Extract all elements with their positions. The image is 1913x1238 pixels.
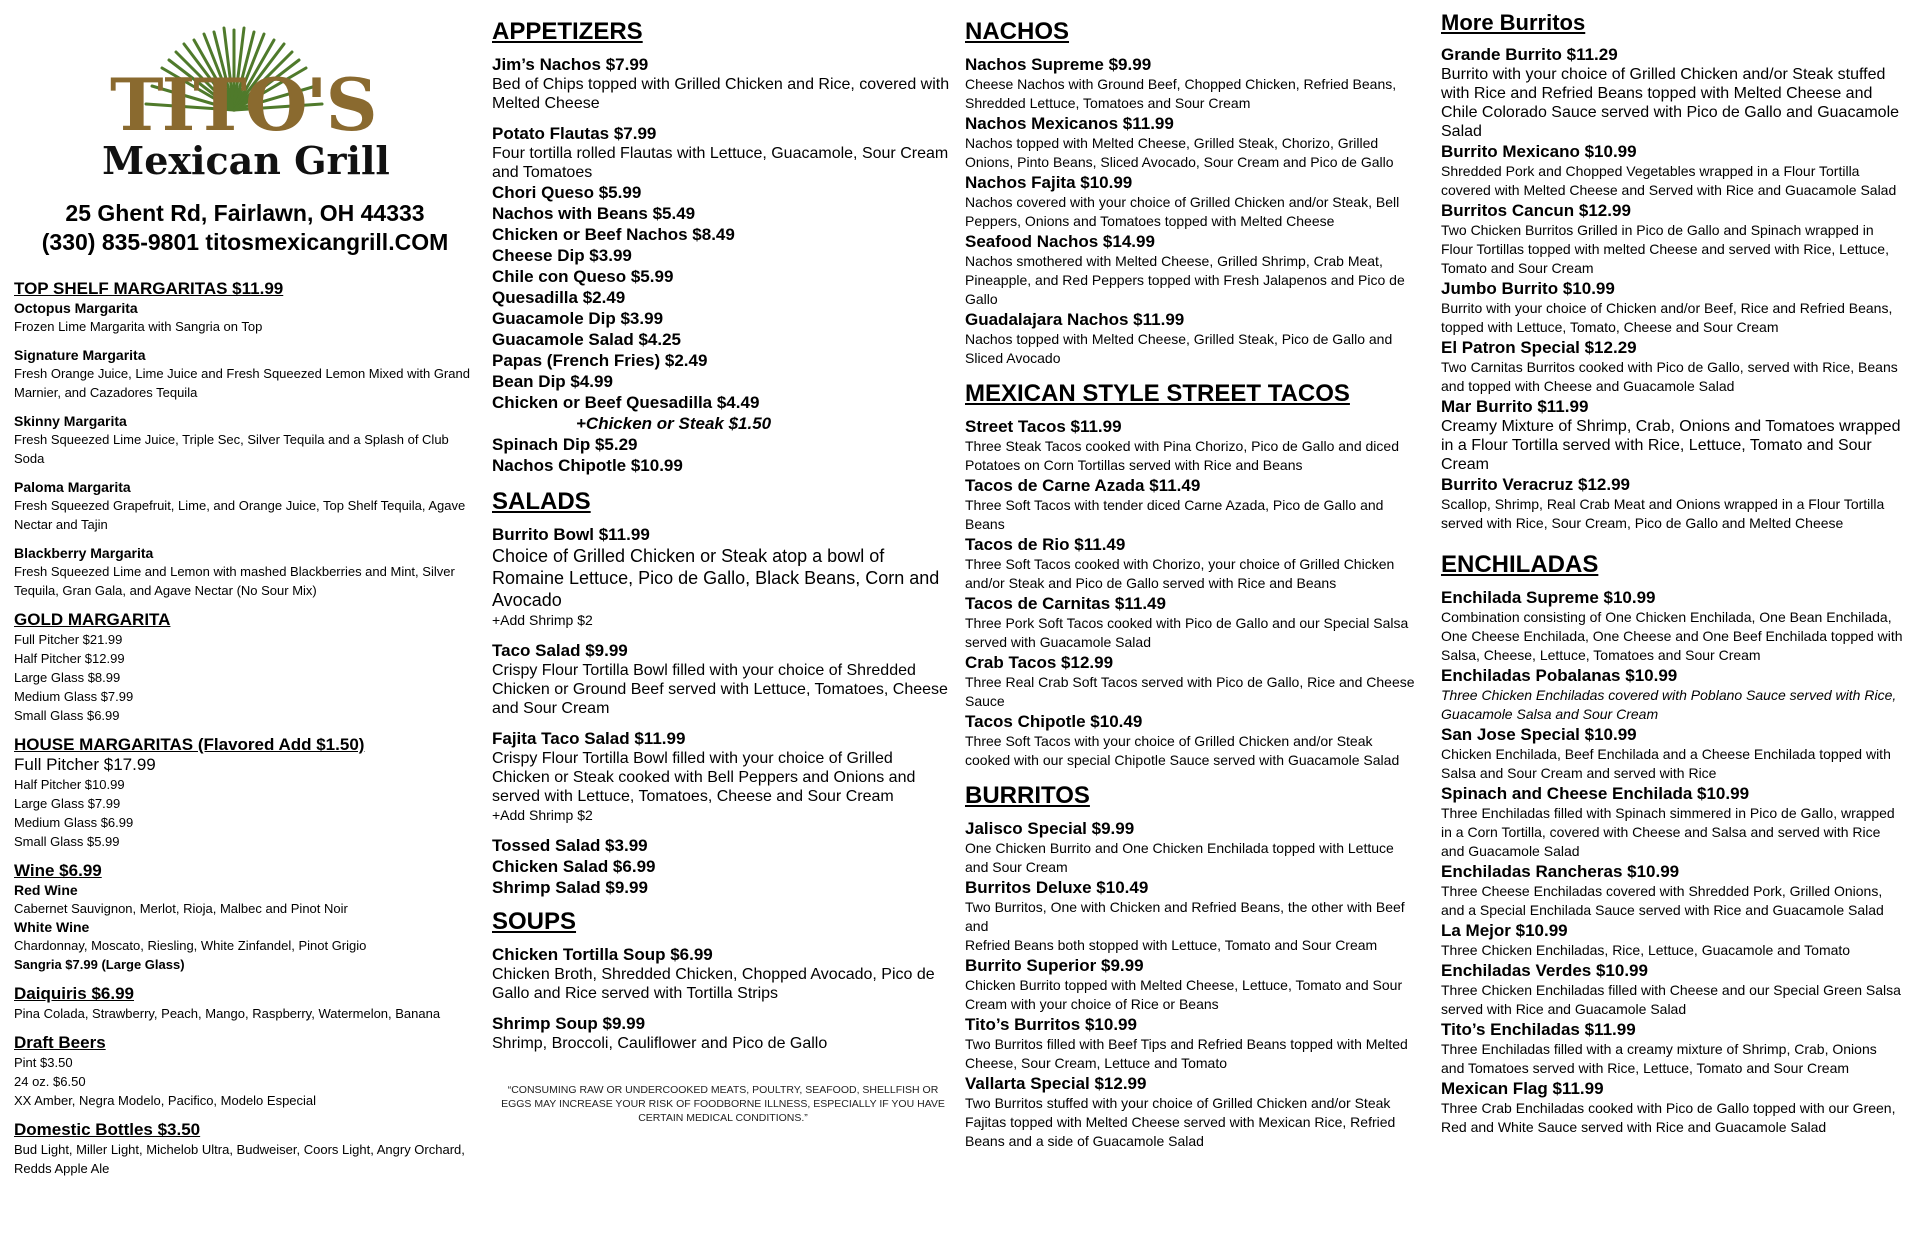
menu-item-desc: Choice of Grilled Chicken or Steak atop a bowl of Romaine Lettuce, Pico de Gallo, Black Beans, Corn and Avocado <box>492 546 940 610</box>
menu-item-name: Jim’s Nachos $7.99 <box>492 55 649 74</box>
red-wine-list: Cabernet Sauvignon, Merlot, Rioja, Malbec and Pinot Noir <box>14 901 348 916</box>
price-line: Large Glass $7.99 <box>14 796 121 811</box>
logo-wordmark: TITO'S <box>110 62 376 147</box>
menu-item-name: Grande Burrito $11.29 <box>1441 45 1618 64</box>
menu-item-desc: Three Crab Enchiladas cooked with Pico de Gallo topped with our Green, Red and White Sauce served with Rice and Guacamole Salad <box>1441 1100 1896 1135</box>
menu-item-desc: Three Enchiladas filled with a creamy mixture of Shrimp, Crab, Onions and Tomatoes served with Rice, Lettuce, Tomato and Sour Cream <box>1441 1041 1877 1076</box>
menu-item-name: Quesadilla $2.49 <box>492 288 626 307</box>
top-shelf-heading: TOP SHELF MARGARITAS $11.99 <box>14 279 284 298</box>
price-line: Small Glass $5.99 <box>14 834 120 849</box>
menu-item-name: La Mejor $10.99 <box>1441 921 1568 940</box>
menu-item-desc: Nachos covered with your choice of Grilled Chicken and/or Steak, Bell Peppers, Onions and Tomatoes topped with Melted Cheese <box>965 194 1400 229</box>
daiquiris-desc: Pina Colada, Strawberry, Peach, Mango, Raspberry, Watermelon, Banana <box>14 1006 441 1021</box>
menu-item-desc: Three Soft Tacos with tender diced Carne Azada, Pico de Gallo and Beans <box>965 497 1384 532</box>
logo <box>14 0 476 185</box>
menu-item-desc: Chicken Broth, Shredded Chicken, Chopped Avocado, Pico de Gallo and Rice served with Tortilla Strips <box>492 966 935 1002</box>
menu-item-name: Burrito Superior $9.99 <box>965 956 1144 975</box>
menu-item-desc: Bed of Chips topped with Grilled Chicken and Rice, covered with Melted Cheese <box>492 76 950 112</box>
menu-item-desc: Nachos topped with Melted Cheese, Grilled Steak, Chorizo, Grilled Onions, Pinto Beans, Sliced Avocado, Sour Cream and Pico de Gallo <box>965 135 1394 170</box>
restaurant-address: 25 Ghent Rd, Fairlawn, OH 44333 <box>65 200 425 226</box>
health-notice: “CONSUMING RAW OR UNDERCOOKED MEATS, POULTRY, SEAFOOD, SHELLFISH OR EGGS MAY INCREASE YOUR RISK OF FOODBORNE ILLNESS, ESPECIALLY IF YOU HAVE CERTAIN MEDICAL CONDITIONS.” <box>501 1084 945 1124</box>
soups-heading: SOUPS <box>492 908 577 935</box>
menu-item-name: Papas (French Fries) $2.49 <box>492 351 708 370</box>
gold-heading: GOLD MARGARITA <box>14 610 171 629</box>
column-burritos-enchiladas <box>1441 10 1903 1137</box>
menu-item-desc: Three Cheese Enchiladas covered with Shredded Pork, Grilled Onions, and a Special Enchilada Sauce served with Rice and Guacamole Salad <box>1441 883 1884 918</box>
menu-item-desc: Three Chicken Enchiladas, Rice, Lettuce, Guacamole and Tomato <box>1441 942 1851 958</box>
addon-line: +Add Shrimp $2 <box>492 612 593 628</box>
house-heading: HOUSE MARGARITAS (Flavored Add $1.50) <box>14 735 365 754</box>
domestic-heading: Domestic Bottles $3.50 <box>14 1120 201 1139</box>
appetizers-heading: APPETIZERS <box>492 18 643 45</box>
column-appetizers <box>492 18 954 1125</box>
price-line: Small Glass $6.99 <box>14 708 120 723</box>
menu-item-desc: Two Burritos, One with Chicken and Refried Beans, the other with Beef and <box>965 899 1405 934</box>
menu-item-name: Enchiladas Pobalanas $10.99 <box>1441 666 1678 685</box>
menu-item-desc: Two Burritos stuffed with your choice of Grilled Chicken and/or Steak Fajitas topped with Melted Cheese served with Mexican Rice, Refried Beans and a side of Guacamole Salad <box>965 1095 1396 1149</box>
sangria-line: Sangria $7.99 (Large Glass) <box>14 957 185 972</box>
domestic-desc: Bud Light, Miller Light, Michelob Ultra, Budweiser, Coors Light, Angry Orchard, Redds Apple Ale <box>14 1142 465 1176</box>
menu-item-desc: Two Carnitas Burritos cooked with Pico de Gallo, served with Rice, Beans and topped with Cheese and Guacamole Salad <box>1441 359 1898 394</box>
menu-item-name: Bean Dip $4.99 <box>492 372 613 391</box>
white-wine-list: Chardonnay, Moscato, Riesling, White Zinfandel, Pinot Grigio <box>14 938 367 953</box>
menu-item-name: Burritos Cancun $12.99 <box>1441 201 1631 220</box>
menu-item-desc: Nachos smothered with Melted Cheese, Grilled Shrimp, Crab Meat, Pineapple, and Red Peppers topped with Fresh Jalapenos and Pico de Gallo <box>965 253 1405 307</box>
menu-item-desc: Scallop, Shrimp, Real Crab Meat and Onions wrapped in a Flour Tortilla served with Rice, Sour Cream, Pico de Gallo and Melted Cheese <box>1441 496 1885 531</box>
menu-item-desc: Three Pork Soft Tacos cooked with Pico de Gallo and our Special Salsa served with Guacamole Salad <box>965 615 1409 650</box>
price-line: Full Pitcher $17.99 <box>14 755 156 774</box>
menu-item-name: Nachos with Beans $5.49 <box>492 204 696 223</box>
menu-item-name: El Patron Special $12.29 <box>1441 338 1637 357</box>
menu-item-name: Spinach and Cheese Enchilada $10.99 <box>1441 784 1750 803</box>
column-drinks <box>14 0 476 1178</box>
menu-item-desc: Burrito with your choice of Chicken and/or Beef, Rice and Refried Beans, topped with Lettuce, Tomato, Cheese and Sour Cream <box>1441 300 1893 335</box>
menu-item-desc: Three Enchiladas filled with Spinach simmered in Pico de Gallo, wrapped in a Corn Tortilla, covered with Cheese and Salsa and served with Rice and Guacamole Salad <box>1441 805 1895 859</box>
menu-item-name: Spinach Dip $5.29 <box>492 435 638 454</box>
menu-item-name: Crab Tacos $12.99 <box>965 653 1114 672</box>
menu-item-name: Taco Salad $9.99 <box>492 641 628 660</box>
menu-item-desc: One Chicken Burrito and One Chicken Enchilada topped with Lettuce and Sour Cream <box>965 840 1394 875</box>
menu-item-desc: Chicken Burrito topped with Melted Cheese, Lettuce, Tomato and Sour Cream with your choice of Rice or Beans <box>965 977 1403 1012</box>
menu-item-name: Tacos de Rio $11.49 <box>965 535 1126 554</box>
menu-item-name: Fajita Taco Salad $11.99 <box>492 729 686 748</box>
enchiladas-heading: ENCHILADAS <box>1441 551 1599 578</box>
menu-item-name: Chori Queso $5.99 <box>492 183 642 202</box>
wine-heading: Wine $6.99 <box>14 861 102 880</box>
menu-item-name: Chicken or Beef Quesadilla $4.49 <box>492 393 760 412</box>
menu-item-desc: Three Chicken Enchiladas filled with Cheese and our Special Green Salsa served with Rice and Guacamole Salad <box>1441 982 1901 1017</box>
menu-item-name: Chicken Tortilla Soup $6.99 <box>492 945 713 964</box>
menu-item-desc: Crispy Flour Tortilla Bowl filled with your choice of Grilled Chicken or Steak cooked with Bell Peppers and Onions and served with Lettuce, Tomatoes, Cheese and Sour Cream <box>492 750 916 805</box>
menu-item-name: Chile con Queso $5.99 <box>492 267 674 286</box>
price-line: Medium Glass $6.99 <box>14 815 134 830</box>
menu-item-desc: Four tortilla rolled Flautas with Lettuce, Guacamole, Sour Cream <box>492 145 949 162</box>
menu-item-name: Guacamole Dip $3.99 <box>492 309 664 328</box>
menu-item-desc: Two Burritos filled with Beef Tips and Refried Beans topped with Melted Cheese, Sour Cream, Lettuce and Tomato <box>965 1036 1408 1071</box>
drink-name: Blackberry Margarita <box>14 545 154 561</box>
price-line: Full Pitcher $21.99 <box>14 632 123 647</box>
menu-item-name: Tossed Salad $3.99 <box>492 836 648 855</box>
menu-item-name: Nachos Chipotle $10.99 <box>492 456 683 475</box>
drink-desc: Frozen Lime Margarita with Sangria on Top <box>14 319 263 334</box>
menu-item-name: Jalisco Special $9.99 <box>965 819 1135 838</box>
drink-name: Signature Margarita <box>14 347 146 363</box>
menu-item-name: Tacos de Carnitas $11.49 <box>965 594 1166 613</box>
menu-item-name: Burrito Veracruz $12.99 <box>1441 475 1630 494</box>
menu-item-name: Tacos Chipotle $10.49 <box>965 712 1143 731</box>
menu-item-name: Nachos Mexicanos $11.99 <box>965 114 1174 133</box>
menu-item-desc: Shredded Pork and Chopped Vegetables wrapped in a Flour Tortilla covered with Melted Cheese and Served with Rice and Guacamole Salad <box>1441 163 1897 198</box>
menu-item-name: Chicken Salad $6.99 <box>492 857 656 876</box>
menu-item-name: Vallarta Special $12.99 <box>965 1074 1147 1093</box>
drink-name: Skinny Margarita <box>14 413 127 429</box>
menu-item-name: Burritos Deluxe $10.49 <box>965 878 1149 897</box>
menu-item-name: Tacos de Carne Azada $11.49 <box>965 476 1201 495</box>
menu-item-name: Seafood Nachos $14.99 <box>965 232 1155 251</box>
addon-line: +Chicken or Steak $1.50 <box>576 414 772 433</box>
salads-heading: SALADS <box>492 488 591 515</box>
menu-item-name: Burrito Bowl $11.99 <box>492 525 650 544</box>
drink-desc: Fresh Orange Juice, Lime Juice and Fresh Squeezed Lemon Mixed with Grand Marnier, and Cazadores Tequila <box>14 366 470 400</box>
menu-item-desc: Three Steak Tacos cooked with Pina Chorizo, Pico de Gallo and diced Potatoes on Corn Tortillas served with Rice and Beans <box>965 438 1399 473</box>
menu-item-desc: Chicken Enchilada, Beef Enchilada and a Cheese Enchilada topped with Salsa and Sour Cream and served with Rice <box>1441 746 1891 781</box>
nachos-heading: NACHOS <box>965 18 1070 45</box>
menu-item-desc: Shrimp, Broccoli, Cauliflower and Pico de Gallo <box>492 1035 828 1052</box>
menu-item-name: Enchiladas Rancheras $10.99 <box>1441 862 1680 881</box>
menu-item-desc: Nachos topped with Melted Cheese, Grilled Steak, Pico de Gallo and Sliced Avocado <box>965 331 1393 366</box>
menu-item-desc: Three Real Crab Soft Tacos served with Pico de Gallo, Rice and Cheese Sauce <box>965 674 1415 709</box>
burritos-heading: BURRITOS <box>965 782 1090 809</box>
menu-item-name: Jumbo Burrito $10.99 <box>1441 279 1615 298</box>
draft-heading: Draft Beers <box>14 1033 106 1052</box>
price-line: Medium Glass $7.99 <box>14 689 134 704</box>
menu-item-name: Chicken or Beef Nachos $8.49 <box>492 225 735 244</box>
menu-item-name: Tito’s Enchiladas $11.99 <box>1441 1020 1636 1039</box>
red-wine-label: Red Wine <box>14 882 78 898</box>
menu-item-name: Guacamole Salad $4.25 <box>492 330 681 349</box>
drink-desc: Fresh Squeezed Grapefruit, Lime, and Orange Juice, Top Shelf Tequila, Agave Nectar and Tajin <box>14 498 466 532</box>
menu-item-desc: Three Chicken Enchiladas covered with Poblano Sauce served with Rice, Guacamole Salsa and Sour Cream <box>1441 687 1897 722</box>
menu-item-name: Mar Burrito $11.99 <box>1441 397 1589 416</box>
menu-item-desc: Refried Beans both stopped with Lettuce, Tomato and Sour Cream <box>965 937 1378 953</box>
restaurant-phone-web: (330) 835-9801 titosmexicangrill.COM <box>41 229 449 255</box>
menu-item-name: San Jose Special $10.99 <box>1441 725 1637 744</box>
menu-item-name: Shrimp Salad $9.99 <box>492 878 648 897</box>
menu-item-desc: Combination consisting of One Chicken Enchilada, One Bean Enchilada, One Cheese Enchilada, One Cheese and One Beef Enchilada topped with Salsa, Cheese, Lettuce, Tomatoes and Sour Cream <box>1441 609 1903 663</box>
price-line: Pint $3.50 <box>14 1055 73 1070</box>
white-wine-label: White Wine <box>14 919 90 935</box>
draft-list: XX Amber, Negra Modelo, Pacifico, Modelo Especial <box>14 1093 317 1108</box>
price-line: 24 oz. $6.50 <box>14 1074 86 1089</box>
menu-item-name: Nachos Fajita $10.99 <box>965 173 1133 192</box>
menu-item-desc: Burrito with your choice of Grilled Chicken and/or Steak stuffed with Rice and Refried Beans topped with Melted Cheese and Chile Colorado Sauce served with Pico de Gallo and Guacamole Salad <box>1441 66 1900 140</box>
menu-item-desc: Creamy Mixture of Shrimp, Crab, Onions and Tomatoes wrapped in a Flour Tortilla served with Rice, Lettuce, Tomato and Sour Cream <box>1441 418 1901 473</box>
menu-item-name: Tito’s Burritos $10.99 <box>965 1015 1137 1034</box>
column-nachos-tacos-burritos <box>965 18 1415 1151</box>
menu-item-desc: Crispy Flour Tortilla Bowl filled with your choice of Shredded Chicken or Ground Beef served with Lettuce, Tomatoes, Cheese and Sour Cream <box>492 662 948 717</box>
menu-item-name: Enchilada Supreme $10.99 <box>1441 588 1656 607</box>
menu-item-desc: Two Chicken Burritos Grilled in Pico de Gallo and Spinach wrapped in Flour Tortillas topped with melted Cheese and served with Rice, Lettuce, Tomato and Sour Cream <box>1441 222 1889 276</box>
menu-item-name: Cheese Dip $3.99 <box>492 246 632 265</box>
price-line: Half Pitcher $10.99 <box>14 777 125 792</box>
logo-subtitle: Mexican Grill <box>102 138 390 183</box>
menu-item-name: Potato Flautas $7.99 <box>492 124 657 143</box>
price-line: Half Pitcher $12.99 <box>14 651 125 666</box>
daiquiris-heading: Daiquiris $6.99 <box>14 984 135 1003</box>
drink-desc: Fresh Squeezed Lime and Lemon with mashed Blackberries and Mint, Silver Tequila, Gran Gala, and Agave Nectar (No Sour Mix) <box>14 564 455 598</box>
drink-name: Octopus Margarita <box>14 300 138 316</box>
menu-item-name: Guadalajara Nachos $11.99 <box>965 310 1185 329</box>
drink-name: Paloma Margarita <box>14 479 131 495</box>
menu-item-name: Street Tacos $11.99 <box>965 417 1122 436</box>
menu-item-name: Nachos Supreme $9.99 <box>965 55 1152 74</box>
menu-item-desc: Cheese Nachos with Ground Beef, Chopped Chicken, Refried Beans, Shredded Lettuce, Tomatoes and Sour Cream <box>965 76 1397 111</box>
addon-line: +Add Shrimp $2 <box>492 807 593 823</box>
menu-item-name: Enchiladas Verdes $10.99 <box>1441 961 1648 980</box>
menu-item-desc: and Tomatoes <box>492 164 593 181</box>
menu-item-desc: Three Soft Tacos with your choice of Grilled Chicken and/or Steak cooked with our special Chipotle Sauce served with Guacamole Salad <box>965 733 1400 768</box>
more-burritos-heading: More Burritos <box>1441 10 1586 35</box>
menu-item-name: Shrimp Soup $9.99 <box>492 1014 646 1033</box>
menu-item-name: Burrito Mexicano $10.99 <box>1441 142 1637 161</box>
drink-desc: Fresh Squeezed Lime Juice, Triple Sec, Silver Tequila and a Splash of Club Soda <box>14 432 449 466</box>
menu-item-desc: Three Soft Tacos cooked with Chorizo, your choice of Grilled Chicken and/or Steak and Pico de Gallo served with Rice and Beans <box>965 556 1395 591</box>
tacos-heading: MEXICAN STYLE STREET TACOS <box>965 380 1350 407</box>
menu-item-name: Mexican Flag $11.99 <box>1441 1079 1604 1098</box>
price-line: Large Glass $8.99 <box>14 670 121 685</box>
